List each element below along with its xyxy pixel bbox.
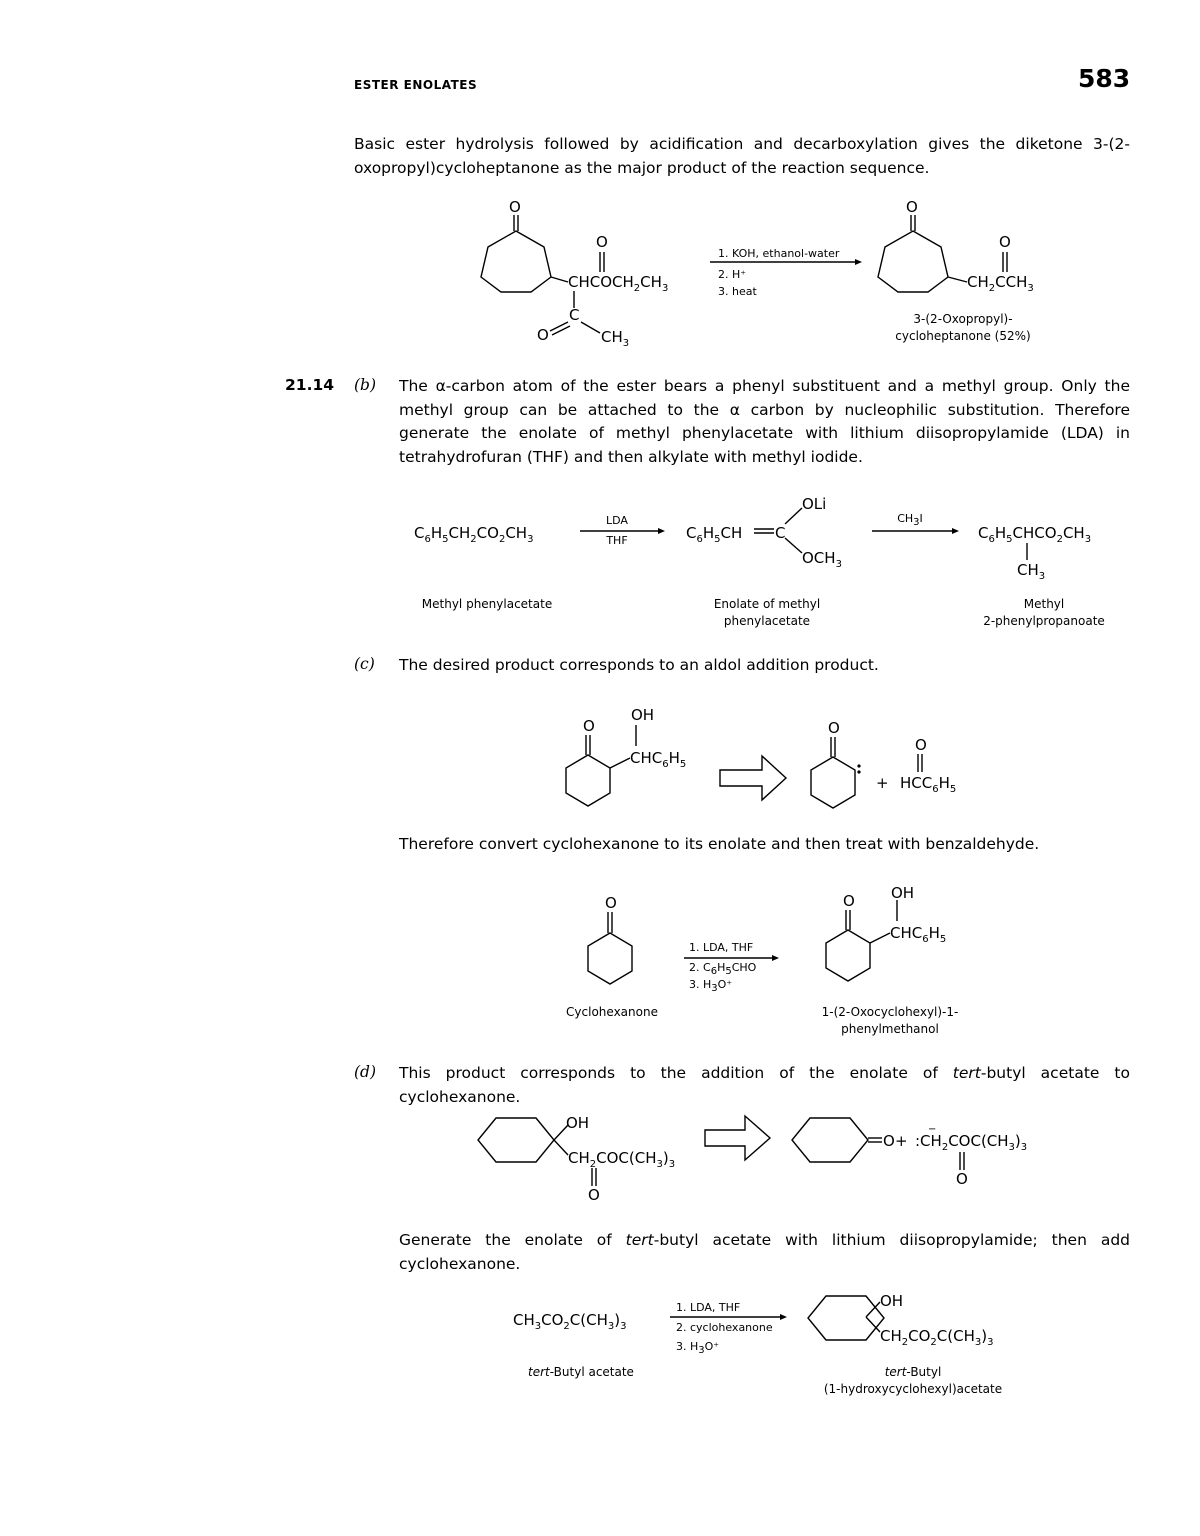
- plus-sign-d: +: [895, 1132, 908, 1150]
- enolate-o: O: [828, 719, 840, 737]
- reagent-koh: 1. KOH, ethanol-water: [718, 247, 840, 260]
- reagent-benzaldehyde: 2. C6H5CHO: [689, 961, 757, 977]
- anion-charge: −: [928, 1124, 937, 1135]
- benzaldehyde-formula: $HCC_6H_5$: [900, 774, 957, 795]
- enolate-anion-formula: $:CH_2COC(CH_3)_3$: [915, 1132, 1028, 1153]
- acetyl-o: O: [537, 326, 549, 344]
- enolate-carbon: C: [775, 524, 786, 542]
- part-c-label: (c): [354, 655, 375, 673]
- product-chain-label: $CH_2CCH_3$: [967, 273, 1034, 294]
- cyclohexanone-o: O: [605, 894, 617, 912]
- part-c-paragraph-2: Therefore convert cyclohexanone to its enolate and then treat with benzaldehyde.: [399, 835, 1040, 853]
- reagent-ch3i: CH3I: [897, 512, 923, 528]
- reagent-thf: THF: [606, 534, 628, 547]
- caption-enolate-1: Enolate of methyl: [713, 597, 821, 611]
- aldol-side-chain: $CHC_6H_5$: [630, 749, 687, 770]
- caption-aldol-product-1: 1-(2-Oxocyclohexyl)-1-: [821, 1005, 959, 1019]
- aldol-product-side-chain: $CHC_6H_5$: [890, 924, 947, 945]
- part-d-paragraph-2: Generate the enolate of tert-butyl acetate with lithium diisopropylamide; then add cyclohexanone.: [399, 1231, 1130, 1273]
- product-side-o: O: [999, 233, 1011, 251]
- problem-number: 21.14: [285, 376, 335, 394]
- caption-enolate-2: phenylacetate: [723, 614, 811, 628]
- enolate-formula: $C_6H_5CH$: [686, 524, 743, 545]
- enolate-och3: $OCH_3$: [802, 549, 842, 570]
- caption-product-1: Methyl: [1023, 597, 1065, 611]
- product-formula: $C_6H_5CHCO_2CH_3$: [978, 524, 1092, 545]
- ketone-o: O: [509, 198, 521, 216]
- aldol-oh: OH: [631, 706, 655, 724]
- part-c-paragraph: The desired product corresponds to an aldol addition product.: [399, 656, 879, 674]
- benzaldehyde-o: O: [915, 736, 927, 754]
- caption-tert-butyl-acetate: tert-Butyl acetate: [528, 1365, 634, 1379]
- aldol-product-oh: OH: [891, 884, 915, 902]
- caption-aldol-product-2: phenylmethanol: [841, 1022, 939, 1036]
- part-b-paragraph: The α-carbon atom of the ester bears a phenyl substituent and a methyl group. Only the methyl group can be attached to the α carbon by nucleophilic substitution. Therefore generate the enolate of methyl phenylacetate with lithium diisopropylamide (LDA) in tetrahydrofuran (THF) and then alkylate with methyl iodide.: [399, 377, 1130, 466]
- reagent-acid: 2. H⁺: [718, 268, 747, 281]
- ester-chain-label: $CHCOCH_2CH_3$: [568, 273, 669, 294]
- part-b-label: (b): [354, 376, 377, 394]
- caption-product-d-1: tert-Butyl: [884, 1365, 942, 1379]
- product-ketone-o: O: [906, 198, 918, 216]
- product-oh-d: OH: [880, 1292, 904, 1310]
- page-number: 583: [1078, 64, 1131, 93]
- reagent-heat: 3. heat: [718, 285, 757, 298]
- acetyl-ch3: $CH_3$: [601, 328, 630, 349]
- ester-o: O: [596, 233, 608, 251]
- product-caption-1: 3-(2-Oxopropyl)-: [913, 312, 1013, 326]
- enolate-oli: OLi: [802, 495, 827, 513]
- caption-methyl-phenylacetate: Methyl phenylacetate: [421, 597, 553, 611]
- caption-cyclohexanone: Cyclohexanone: [566, 1005, 658, 1019]
- intro-paragraph: Basic ester hydrolysis followed by acidification and decarboxylation gives the diketone 3-(2-oxopropyl)cycloheptanone as the major product of the reaction sequence.: [354, 135, 1130, 177]
- reagent-lda: LDA: [606, 514, 628, 527]
- cyclohexanone-o-d: O: [883, 1132, 895, 1150]
- part-d-label: (d): [354, 1063, 377, 1081]
- reagent-lda-thf: 1. LDA, THF: [689, 941, 754, 954]
- caption-product-2: 2-phenylpropanoate: [983, 614, 1105, 628]
- aldol-product-o: O: [843, 892, 855, 910]
- tertiary-oh: OH: [566, 1114, 590, 1132]
- product-methyl: $CH_3$: [1017, 561, 1046, 582]
- tert-butyl-acetate-formula: $CH_3CO_2C(CH_3)_3$: [513, 1311, 627, 1332]
- reagent-h3o: 3. H3O⁺: [689, 978, 733, 994]
- reagent-lda-thf-d: 1. LDA, THF: [676, 1301, 741, 1314]
- product-cyclohexane-ring-d: [808, 1296, 884, 1340]
- anion-carbonyl-o: O: [956, 1170, 968, 1188]
- reagent-cyclohexanone: 2. cyclohexanone: [676, 1321, 773, 1334]
- product-side-chain-d: $CH_2CO_2C(CH_3)_3$: [880, 1327, 994, 1348]
- aldol-ketone-o: O: [583, 717, 595, 735]
- methyl-phenylacetate-formula: $C_6H_5CH_2CO_2CH_3$: [414, 524, 534, 545]
- product-caption-2: cycloheptanone (52%): [895, 329, 1031, 343]
- plus-sign: +: [876, 774, 889, 792]
- caption-product-d-2: (1-hydroxycyclohexyl)acetate: [823, 1382, 1003, 1396]
- running-head: ESTER ENOLATES: [354, 78, 478, 92]
- ester-side-chain: $CH_2COC(CH_3)_3$: [568, 1149, 676, 1170]
- acetyl-c: C: [569, 306, 580, 324]
- reagent-h3o-d: 3. H3O⁺: [676, 1340, 720, 1356]
- part-d-paragraph: This product corresponds to the addition of the enolate of tert-butyl acetate to cyclohexanone.: [399, 1064, 1130, 1106]
- ester-carbonyl-o: O: [588, 1186, 600, 1204]
